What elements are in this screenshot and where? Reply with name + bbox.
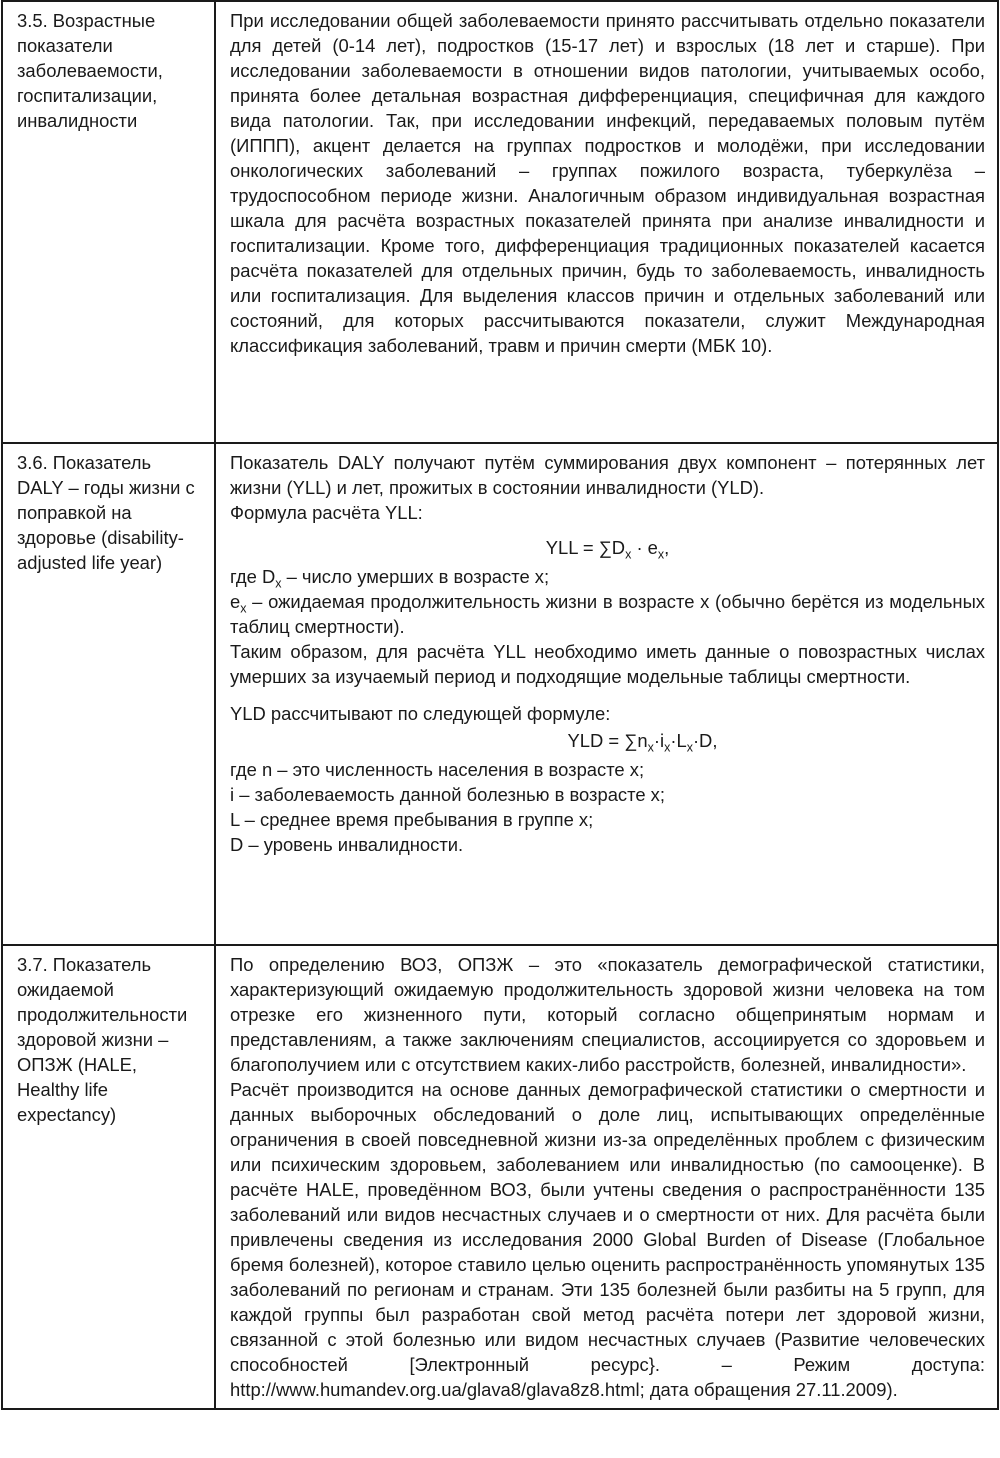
definition-n: где n – это численность населения в возрасте x; <box>230 759 645 780</box>
row-label-cell <box>2 1 215 443</box>
dx-definition: где $D_x$ – число умерших в возрасте x; <box>230 566 550 591</box>
definition-l: L – среднее время пребывания в группе x; <box>230 809 594 830</box>
row-text-cell <box>215 945 998 1409</box>
yld-heading: YLD рассчитывают по следующей формуле: <box>230 703 611 724</box>
definition-i: i – заболеваемость данной болезнью в возрасте x; <box>230 784 665 805</box>
paragraph-intro: Показатель DALY получают путём суммирования двух компонент – потерянных лет жизни (YLL) и лет, прожитых в состоянии инвалидности (YLD). <box>230 452 985 498</box>
table-row <box>2 945 998 1409</box>
paragraph: При исследовании общей заболеваемости принято рассчитывать отдельно показатели для детей (0-14 лет), подростков (15-17 лет) и взрослых (18 лет и старше). При исследовании заболеваемости в отношении видов патологии, учитываемых особо, принята более детальная возрастная дифференциация, специфичная для каждого вида патологии. Так, при исследовании инфекций, передаваемых половым путём (ИППП), акцент делается на группах подростков и молодёжи, при исследовании онкологических заболеваний – группах пожилого возраста, туберкулёза – трудоспособном периоде жизни. Аналогичным образом индивидуальная возрастная шкала для расчёта возрастных показателей принята при анализе инвалидности и госпитализации. Кроме того, дифференциация традиционных показателей касается расчёта показателей для отдельных причин, будь то заболеваемость, инвалидность или госпитализация. Для выделения классов причин и отдельных заболеваний или состояний, для которых рассчитываются показатели, служит Международная классификация заболеваний, травм и причин смерти (МБК 10). <box>230 10 985 356</box>
table-row <box>2 1 998 443</box>
section-label: 3.7. Показатель ожидаемой продолжительности здоровой жизни – ОПЗЖ (HALE, Healthy life expectancy) <box>17 954 188 1125</box>
paragraph: По определению ВОЗ, ОПЗЖ – это «показатель демографической статистики, характеризующий ожидаемую продолжительность здоровой жизни человека на том отрезке его жизненного пути, который согласно общепринятым нормам и представлениям, а также заключениям специалистов, ассоциируется со здоровьем и благополучием или с отсутствием каких-либо расстройств, болезней, инвалидности». <box>230 954 985 1075</box>
yll-heading: Формула расчёта YLL: <box>230 502 423 523</box>
table-row <box>2 443 998 945</box>
section-label: 3.6. Показатель DALY – годы жизни с поправкой на здоровье (disability-adjusted life year) <box>17 452 195 573</box>
yll-formula: YLL = $\sum D_x \cdot e_x$, <box>545 537 670 562</box>
row-label-cell <box>2 945 215 1409</box>
ex-definition: $e_x$ – ожидаемая продолжительность жизни в возрасте x (обычно берётся из модельных таблиц смертности). <box>230 591 985 637</box>
content-table <box>1 0 999 1410</box>
paragraph: Расчёт производится на основе данных демографической статистики о смертности и данных выборочных обследований о доле лиц, испытывающих определённые ограничения в своей повседневной жизни из-за определённых проблем с физическим или психическим здоровьем, заболеванием или инвалидностью (по самооценке). В расчёте HALE, проведённом ВОЗ, были учтены сведения о распространённости 135 заболеваний или видов несчастных случаев и о смертности от них. Для расчёта были привлечены сведения из исследования 2000 Global Burden of Disease (Глобальное бремя болезней), которое ставило целью оценить распространённость упомянутых 135 заболеваний по регионам и странам. Эти 135 болезней были разбиты на 5 групп, для каждой группы был разработан свой метод расчёта потери лет здоровой жизни, связанной с этой болезнью или видом несчастных случаев (Развитие человеческих способностей [Электронный ресурс}. – Режим доступа: http://www.humandev.org.ua/glava8/glava8z8.html; дата обращения 27.11.2009). <box>230 1079 985 1400</box>
row-label-cell <box>2 443 215 945</box>
yld-formula: YLD = $\sum n_x\cdot i_x\cdot L_x\cdot D$, <box>567 730 718 755</box>
row-text-cell <box>215 443 998 945</box>
definition-d: D – уровень инвалидности. <box>230 834 464 855</box>
yll-note: Таким образом, для расчёта YLL необходимо иметь данные о повозрастных числах умерших за изучаемый период и подходящие модельные таблицы смертности. <box>230 641 985 687</box>
row-text-cell <box>215 1 998 443</box>
section-label: 3.5. Возрастные показатели заболеваемости, госпитализации, инвалидности <box>17 10 163 131</box>
